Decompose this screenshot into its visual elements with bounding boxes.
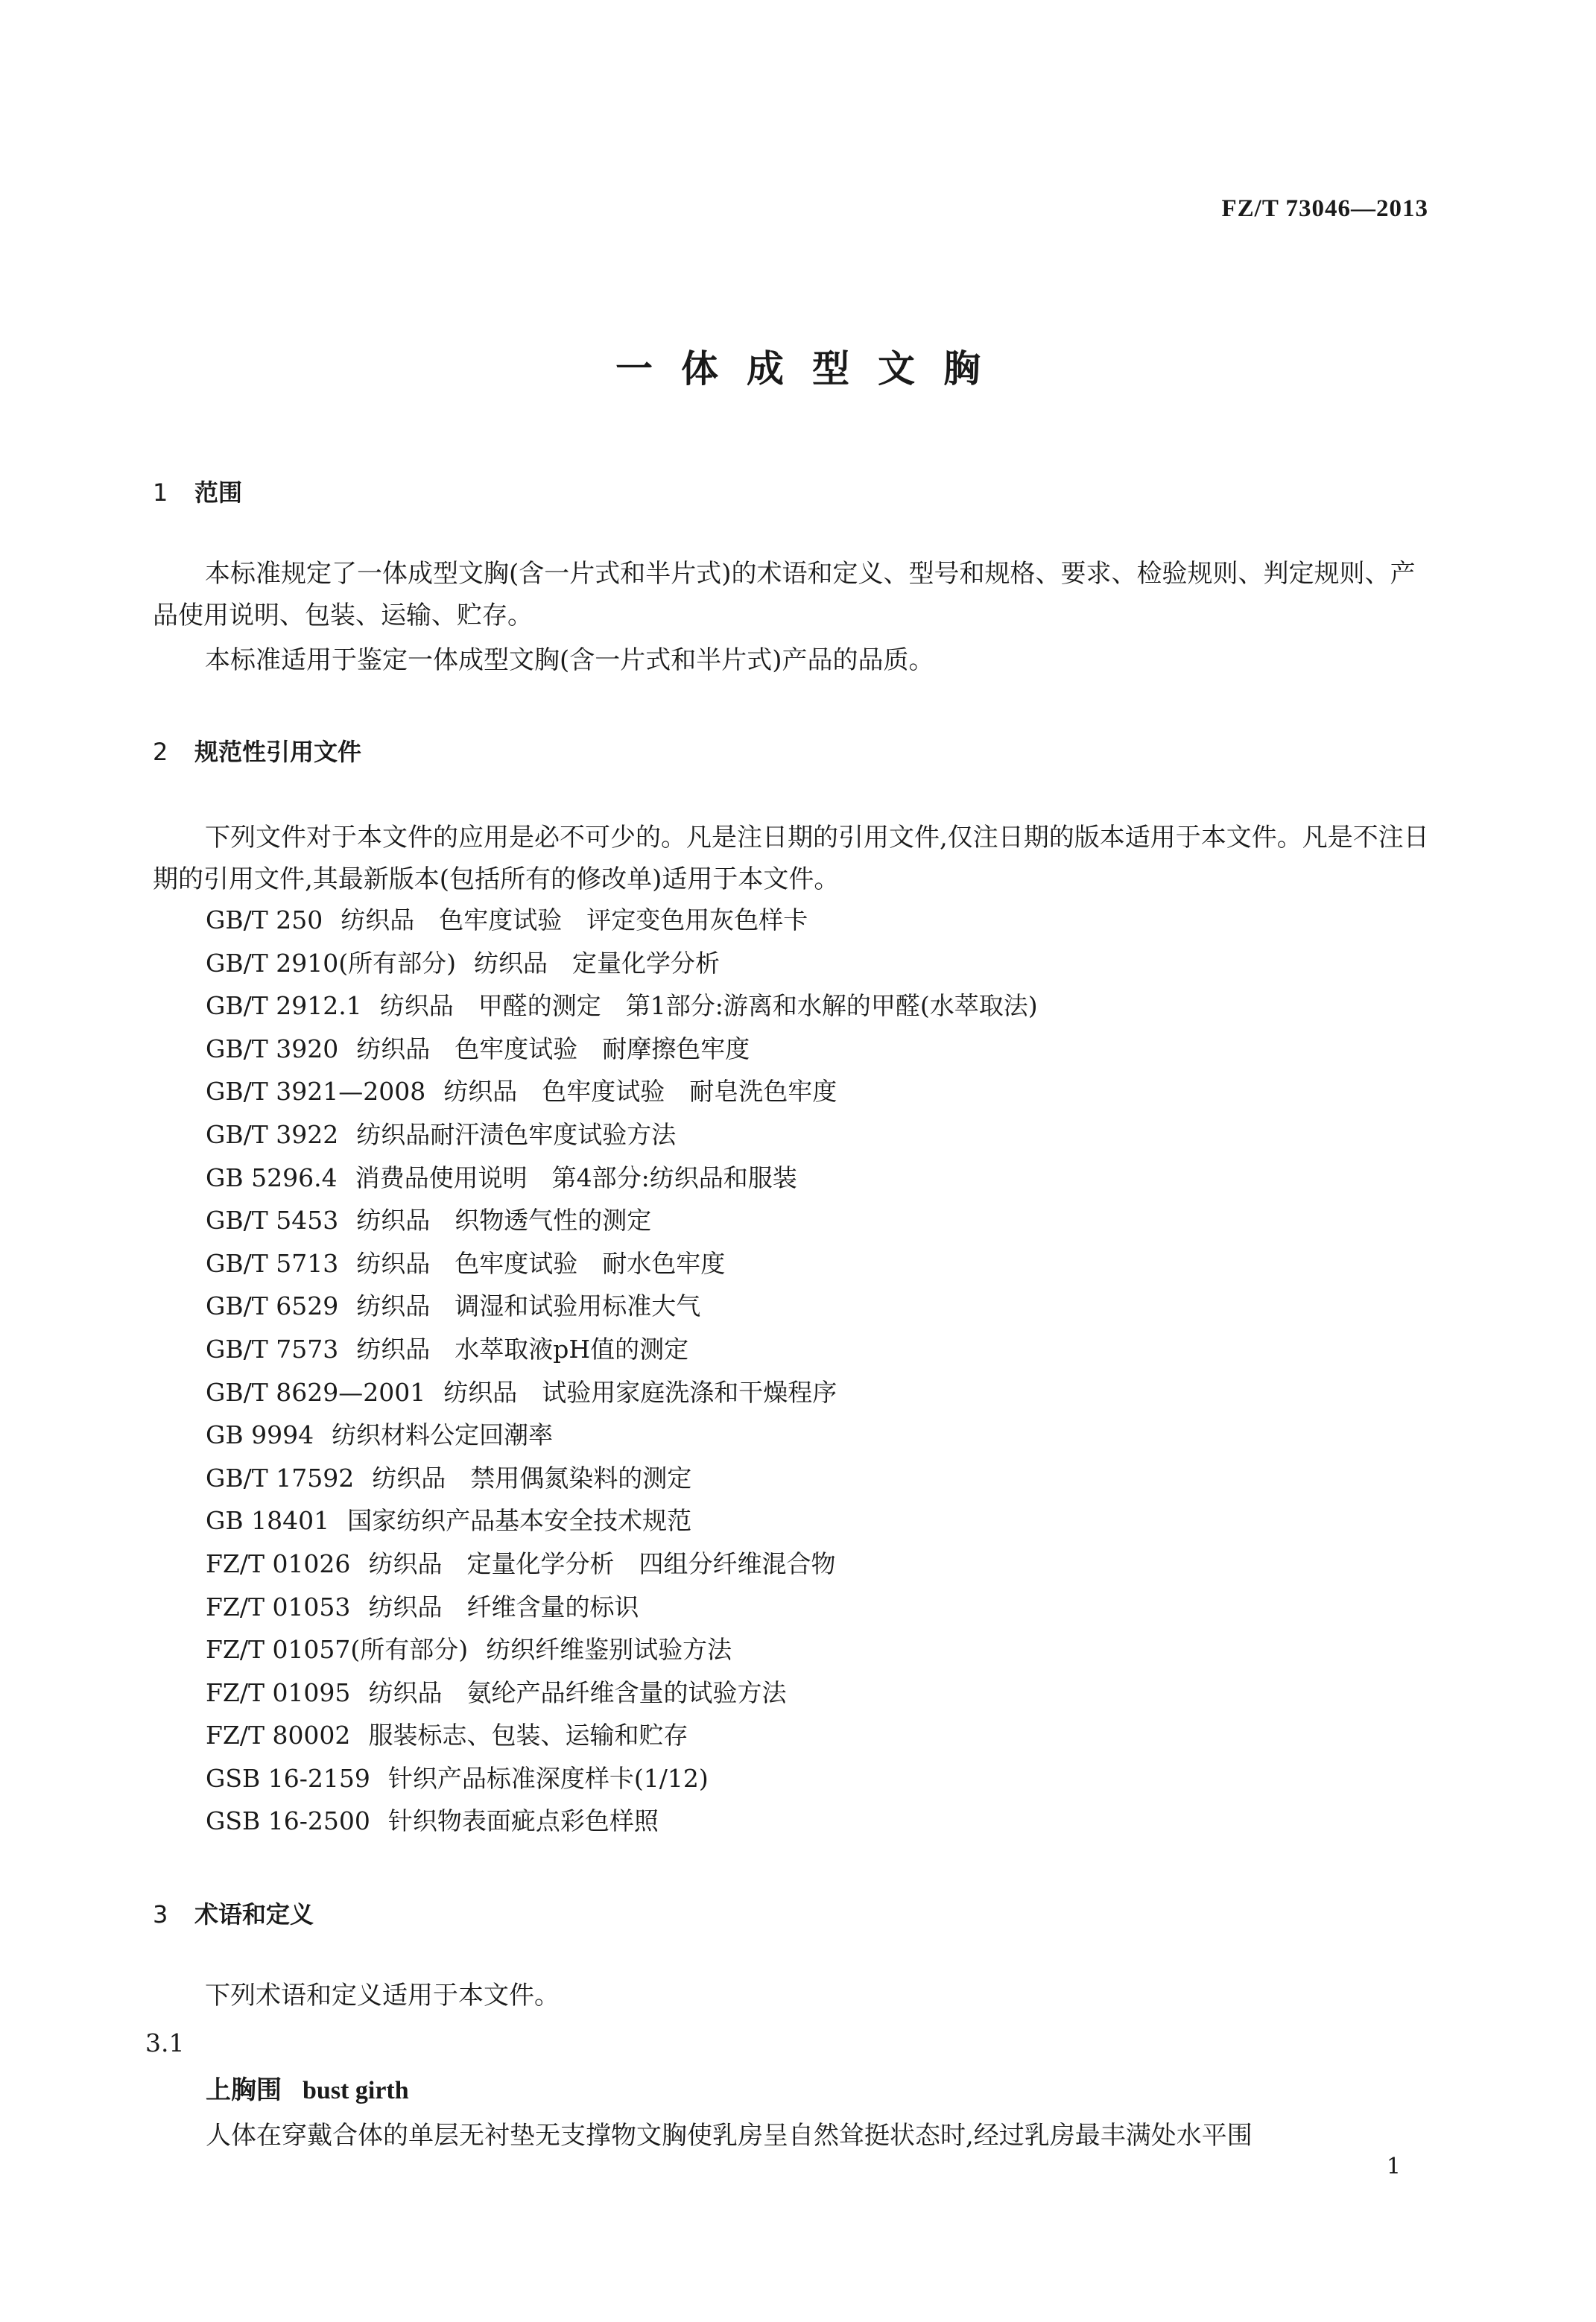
reference-code: FZ/T 01095 (206, 1677, 351, 1707)
reference-code: GB 9994 (206, 1420, 314, 1450)
term-heading (206, 2069, 409, 2106)
reference-title: 纺织品 试验用家庭洗涤和干燥程序 (443, 1377, 837, 1407)
reference-item (206, 1199, 1038, 1242)
reference-item (206, 1714, 1038, 1757)
reference-code: FZ/T 01053 (206, 1592, 351, 1622)
reference-title: 纺织品 氨纶产品纤维含量的试验方法 (368, 1677, 787, 1707)
reference-code: GB/T 8629—2001 (206, 1377, 426, 1407)
reference-item (206, 1499, 1038, 1543)
reference-code: GB/T 3921—2008 (206, 1077, 426, 1107)
reference-item (206, 1028, 1038, 1071)
reference-title: 纺织材料公定回潮率 (332, 1420, 554, 1450)
section-number: 2 (153, 738, 168, 766)
reference-code: GB/T 5713 (206, 1248, 339, 1278)
reference-item (206, 1757, 1038, 1800)
reference-code: GSB 16-2159 (206, 1763, 370, 1793)
reference-item (206, 942, 1038, 985)
reference-code: FZ/T 01057(所有部分) (206, 1635, 469, 1665)
reference-code: GB/T 250 (206, 905, 323, 934)
term-number: 3.1 (145, 2028, 185, 2057)
reference-title: 纺织品 色牢度试验 耐摩擦色牢度 (356, 1034, 750, 1063)
reference-item (206, 1628, 1038, 1671)
section-2-intro: 下列文件对于本文件的应用是必不可少的。凡是注日期的引用文件,仅注日期的版本适用于本文件。凡是不注日期的引用文件,其最新版本(包括所有的修改单)适用于本文件。 (153, 823, 1429, 894)
reference-code: GB 5296.4 (206, 1162, 338, 1192)
reference-code: FZ/T 01026 (206, 1548, 351, 1578)
reference-item (206, 1328, 1038, 1371)
reference-item (206, 1242, 1038, 1285)
term-name-en: bust girth (303, 2077, 409, 2104)
reference-item (206, 1800, 1038, 1843)
section-number: 3 (153, 1900, 168, 1929)
reference-title: 纺织品 定量化学分析 四组分纤维混合物 (368, 1548, 836, 1578)
reference-code: GB/T 2910(所有部分) (206, 948, 456, 978)
reference-code: GB/T 6529 (206, 1291, 339, 1321)
reference-title: 纺织品 纤维含量的标识 (368, 1592, 639, 1622)
reference-title: 纺织品耐汗渍色牢度试验方法 (356, 1119, 677, 1149)
section-1-paragraph-1: 本标准规定了一体成型文胸(含一片式和半片式)的术语和定义、型号和规格、要求、检验规则、判定规则、产品使用说明、包装、运输、贮存。 (153, 559, 1416, 630)
section-title: 范围 (194, 478, 243, 507)
section-1-paragraph-2: 本标准适用于鉴定一体成型文胸(含一片式和半片式)产品的品质。 (205, 645, 934, 675)
reference-code: GB/T 2912.1 (206, 991, 362, 1021)
term-name-zh: 上胸围 (206, 2075, 282, 2105)
reference-item (206, 1671, 1038, 1715)
reference-title: 纺织品 色牢度试验 耐水色牢度 (356, 1248, 726, 1278)
reference-title: 纺织品 水萃取液pH值的测定 (356, 1334, 689, 1364)
reference-title: 纺织品 定量化学分析 (473, 948, 720, 978)
reference-title: 消费品使用说明 第4部分:纺织品和服装 (355, 1162, 797, 1192)
reference-item (206, 1113, 1038, 1157)
reference-item (206, 1414, 1038, 1457)
reference-title: 服装标志、包装、运输和贮存 (368, 1721, 688, 1750)
reference-code: GB 18401 (206, 1506, 330, 1536)
section-title: 规范性引用文件 (194, 738, 362, 766)
reference-title: 纺织品 甲醛的测定 第1部分:游离和水解的甲醛(水萃取法) (379, 991, 1038, 1021)
page-number: 1 (1386, 2154, 1401, 2180)
section-2-heading (153, 733, 361, 768)
reference-title: 纺织品 织物透气性的测定 (356, 1206, 652, 1236)
reference-item (206, 1543, 1038, 1586)
section-3-intro: 下列术语和定义适用于本文件。 (205, 1981, 560, 2011)
section-3-heading (153, 1896, 314, 1930)
reference-title: 国家纺织产品基本安全技术规范 (347, 1506, 692, 1536)
reference-item (206, 1285, 1038, 1328)
reference-title: 针织物表面疵点彩色样照 (387, 1806, 659, 1836)
term-definition: 人体在穿戴合体的单层无衬垫无支撑物文胸使乳房呈自然耸挺状态时,经过乳房最丰满处水平围 (206, 2121, 1253, 2151)
reference-code: GSB 16-2500 (206, 1806, 370, 1836)
reference-title: 纺织纤维鉴别试验方法 (486, 1635, 732, 1665)
reference-item (206, 899, 1038, 942)
reference-title: 纺织品 调湿和试验用标准大气 (356, 1291, 701, 1321)
reference-item (206, 1070, 1038, 1113)
reference-title: 纺织品 色牢度试验 耐皂洗色牢度 (443, 1077, 837, 1107)
reference-item (206, 1157, 1038, 1200)
reference-code: GB/T 17592 (206, 1463, 355, 1493)
reference-item (206, 1371, 1038, 1414)
reference-code: GB/T 5453 (206, 1206, 339, 1236)
document-title: 一体成型文胸 (615, 347, 1009, 390)
reference-title: 纺织品 色牢度试验 评定变色用灰色样卡 (341, 905, 808, 934)
section-number: 1 (153, 478, 168, 507)
section-1-heading (153, 474, 242, 508)
reference-code: GB/T 7573 (206, 1334, 339, 1364)
standard-number: FZ/T 73046—2013 (1221, 195, 1428, 222)
reference-code: GB/T 3922 (206, 1119, 339, 1149)
reference-code: FZ/T 80002 (206, 1721, 351, 1750)
reference-code: GB/T 3920 (206, 1034, 339, 1063)
reference-title: 针织产品标准深度样卡(1/12) (387, 1763, 709, 1793)
reference-title: 纺织品 禁用偶氮染料的测定 (372, 1463, 692, 1493)
reference-item (206, 984, 1038, 1028)
normative-reference-list (206, 899, 1038, 1843)
reference-item (206, 1586, 1038, 1629)
section-title: 术语和定义 (194, 1900, 314, 1929)
reference-item (206, 1457, 1038, 1500)
